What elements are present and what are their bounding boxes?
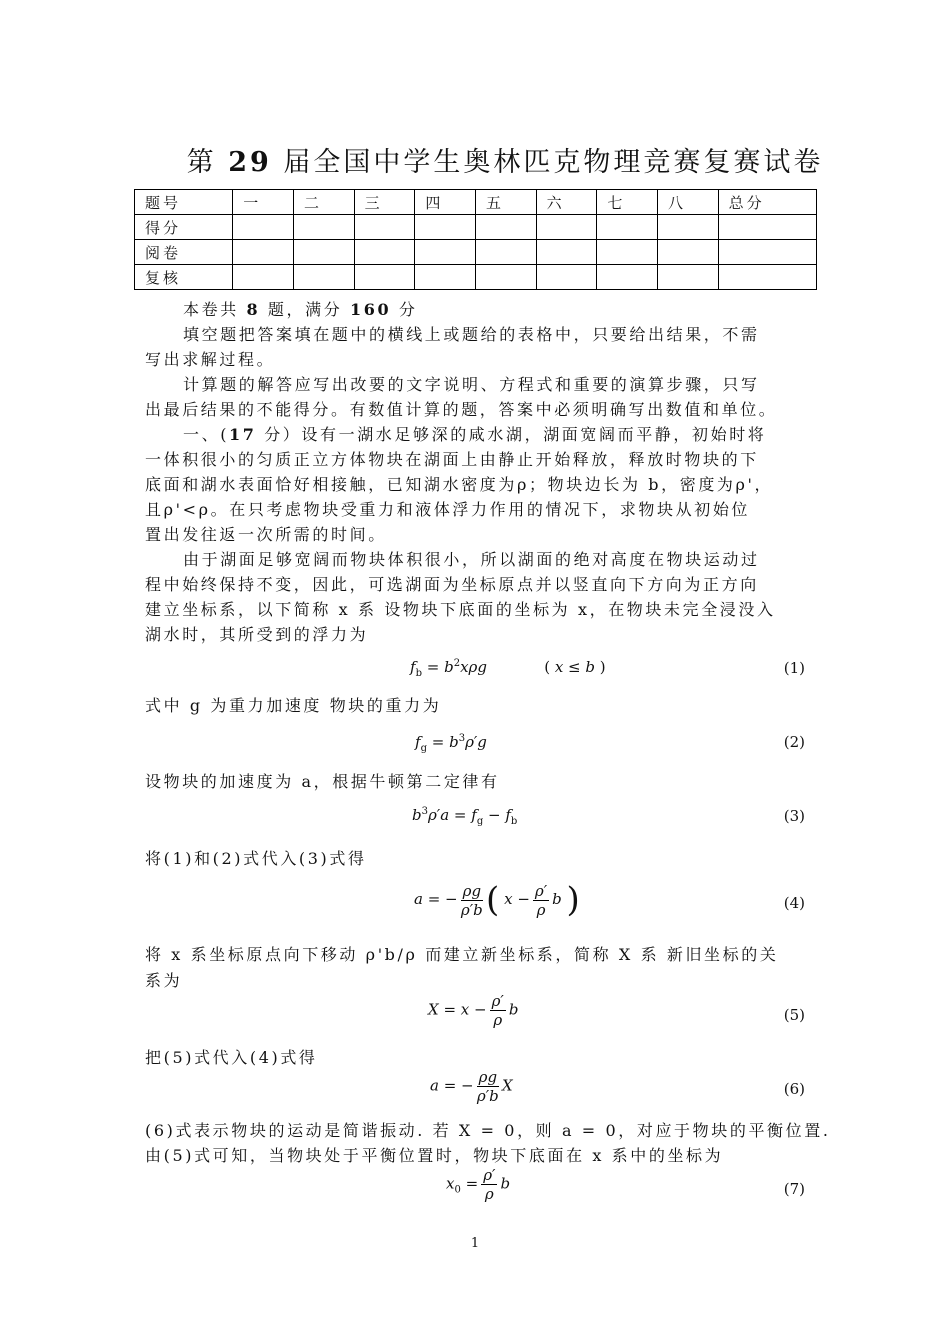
- table-header-cell: 三: [354, 190, 415, 215]
- problem-line-3: 底面和湖水表面恰好相接触，已知湖水密度为ρ；物块边长为 b，密度为ρ'，: [145, 475, 774, 494]
- solution-line-7: 将(1)和(2)式代入(3)式得: [145, 849, 367, 868]
- table-cell: [415, 265, 476, 290]
- solution-line-6: 设物块的加速度为 a，根据牛顿第二定律有: [145, 772, 500, 791]
- score-table: [134, 189, 817, 290]
- table-cell: [718, 240, 816, 265]
- equation-number: (2): [783, 733, 805, 751]
- problem-points: 17: [229, 425, 257, 444]
- intro-count: 8: [246, 300, 261, 319]
- table-header-cell: 四: [415, 190, 476, 215]
- table-cell: [354, 240, 415, 265]
- table-cell: [415, 240, 476, 265]
- equation-number: (6): [783, 1080, 805, 1098]
- intro-text: 题，满分: [260, 300, 351, 319]
- equation-number: (7): [783, 1180, 805, 1198]
- table-cell: [293, 240, 354, 265]
- table-header-cell: 五: [475, 190, 536, 215]
- row-label: 复核: [135, 265, 233, 290]
- row-label: 得分: [135, 215, 233, 240]
- intro-line-1: [145, 297, 848, 320]
- table-cell: [658, 265, 719, 290]
- table-cell: [475, 215, 536, 240]
- equation-number: (3): [783, 807, 805, 825]
- equation-4: a = − $\frac{\rho g}{\rho'b}$ ( x − $\frac{\rho'}{\rho}$ b ): [414, 880, 580, 920]
- solution-line-5: 式中 g 为重力加速度 物块的重力为: [145, 696, 442, 715]
- intro-line-4: 计算题的解答应写出改要的文字说明、方程式和重要的演算步骤，只写: [183, 375, 760, 394]
- table-cell: [475, 265, 536, 290]
- problem-line-1: [145, 422, 848, 445]
- intro-line-2: 填空题把答案填在题中的横线上或题给的表格中，只要给出结果，不需: [183, 325, 760, 344]
- equation-5: X = x − $\frac{\rho'}{\rho}$ b: [428, 992, 519, 1029]
- score-table-header-row: [135, 190, 817, 215]
- intro-text: 本卷共: [183, 300, 247, 319]
- table-header-cell: 六: [536, 190, 597, 215]
- title-number: 29: [228, 147, 272, 178]
- table-cell: [597, 215, 658, 240]
- table-cell: [233, 240, 294, 265]
- table-cell: [536, 265, 597, 290]
- solution-line-4: 湖水时，其所受到的浮力为: [145, 625, 369, 644]
- table-cell: [475, 240, 536, 265]
- intro-text: 分: [391, 300, 418, 319]
- equation-2: $f_g = b^3\rho'g$: [415, 733, 487, 754]
- equation-1: $f_b = b^2x\rho g$ ( x ≤ b ): [410, 658, 606, 679]
- problem-text: 一、(: [183, 425, 230, 444]
- equation-number: (1): [783, 659, 805, 677]
- table-row: [135, 265, 817, 290]
- solution-line-8: 将 x 系坐标原点向下移动 ρ'b/ρ 而建立新坐标系，简称 X 系 新旧坐标的关: [145, 945, 779, 964]
- equation-7: $x_0$ = $\frac{\rho'}{\rho}$ b: [446, 1166, 511, 1203]
- table-cell: [718, 215, 816, 240]
- solution-line-2: 程中始终保持不变，因此，可选湖面为坐标原点并以竖直向下方向为正方向: [145, 575, 759, 594]
- table-cell: [658, 240, 719, 265]
- solution-line-12: 由(5)式可知，当物块处于平衡位置时，物块下底面在 x 系中的坐标为: [145, 1146, 724, 1165]
- problem-line-2: 一体积很小的匀质正立方体物块在湖面上由静止开始释放，释放时物块的下: [145, 450, 759, 469]
- equation-3: $b^3\rho'a = f_g - f_b$: [412, 806, 518, 827]
- problem-line-4: 且ρ'<ρ。在只考虑物块受重力和液体浮力作用的情况下，求物块从初始位: [145, 500, 751, 519]
- table-header-cell: 二: [293, 190, 354, 215]
- table-row: [135, 215, 817, 240]
- table-cell: [718, 265, 816, 290]
- table-row: [135, 240, 817, 265]
- table-cell: [354, 265, 415, 290]
- equation-number: (4): [783, 894, 805, 912]
- intro-line-5: 出最后结果的不能得分。有数值计算的题，答案中必须明确写出数值和单位。: [145, 400, 778, 419]
- table-cell: [415, 215, 476, 240]
- title-rest: 届全国中学生奥林匹克物理竞赛复赛试卷: [283, 147, 824, 178]
- table-header-cell: 总分: [718, 190, 816, 215]
- table-header-cell: 七: [597, 190, 658, 215]
- table-header-cell: 题号: [135, 190, 233, 215]
- table-header-cell: 八: [658, 190, 719, 215]
- table-cell: [536, 240, 597, 265]
- table-cell: [293, 215, 354, 240]
- intro-score: 160: [350, 300, 392, 319]
- table-cell: [233, 265, 294, 290]
- solution-line-1: 由于湖面足够宽阔而物块体积很小，所以湖面的绝对高度在物块运动过: [183, 550, 760, 569]
- solution-line-3: 建立坐标系，以下简称 x 系 设物块下底面的坐标为 x，在物块未完全浸没入: [145, 600, 776, 619]
- table-header-cell: 一: [233, 190, 294, 215]
- table-cell: [293, 265, 354, 290]
- solution-line-10: 把(5)式代入(4)式得: [145, 1048, 318, 1067]
- table-cell: [233, 215, 294, 240]
- table-cell: [597, 240, 658, 265]
- equation-number: (5): [783, 1006, 805, 1024]
- row-label: 阅卷: [135, 240, 233, 265]
- solution-line-9: 系为: [145, 971, 183, 990]
- equation-6: a = − $\frac{\rho g}{\rho'b}$ X: [430, 1068, 513, 1105]
- solution-line-11: (6)式表示物块的运动是简谐振动. 若 X = 0，则 a = 0，对应于物块的平衡位置.: [145, 1121, 831, 1140]
- page-number: 1: [470, 1236, 480, 1251]
- table-cell: [536, 215, 597, 240]
- table-cell: [597, 265, 658, 290]
- page-title: [0, 140, 950, 179]
- table-cell: [354, 215, 415, 240]
- problem-text: 分）设有一湖水足够深的咸水湖，湖面宽阔而平静，初始时将: [256, 425, 767, 444]
- title-prefix: 第: [186, 147, 217, 178]
- problem-line-5: 置出发往返一次所需的时间。: [145, 525, 387, 544]
- intro-line-3: 写出求解过程。: [145, 350, 276, 369]
- table-cell: [658, 215, 719, 240]
